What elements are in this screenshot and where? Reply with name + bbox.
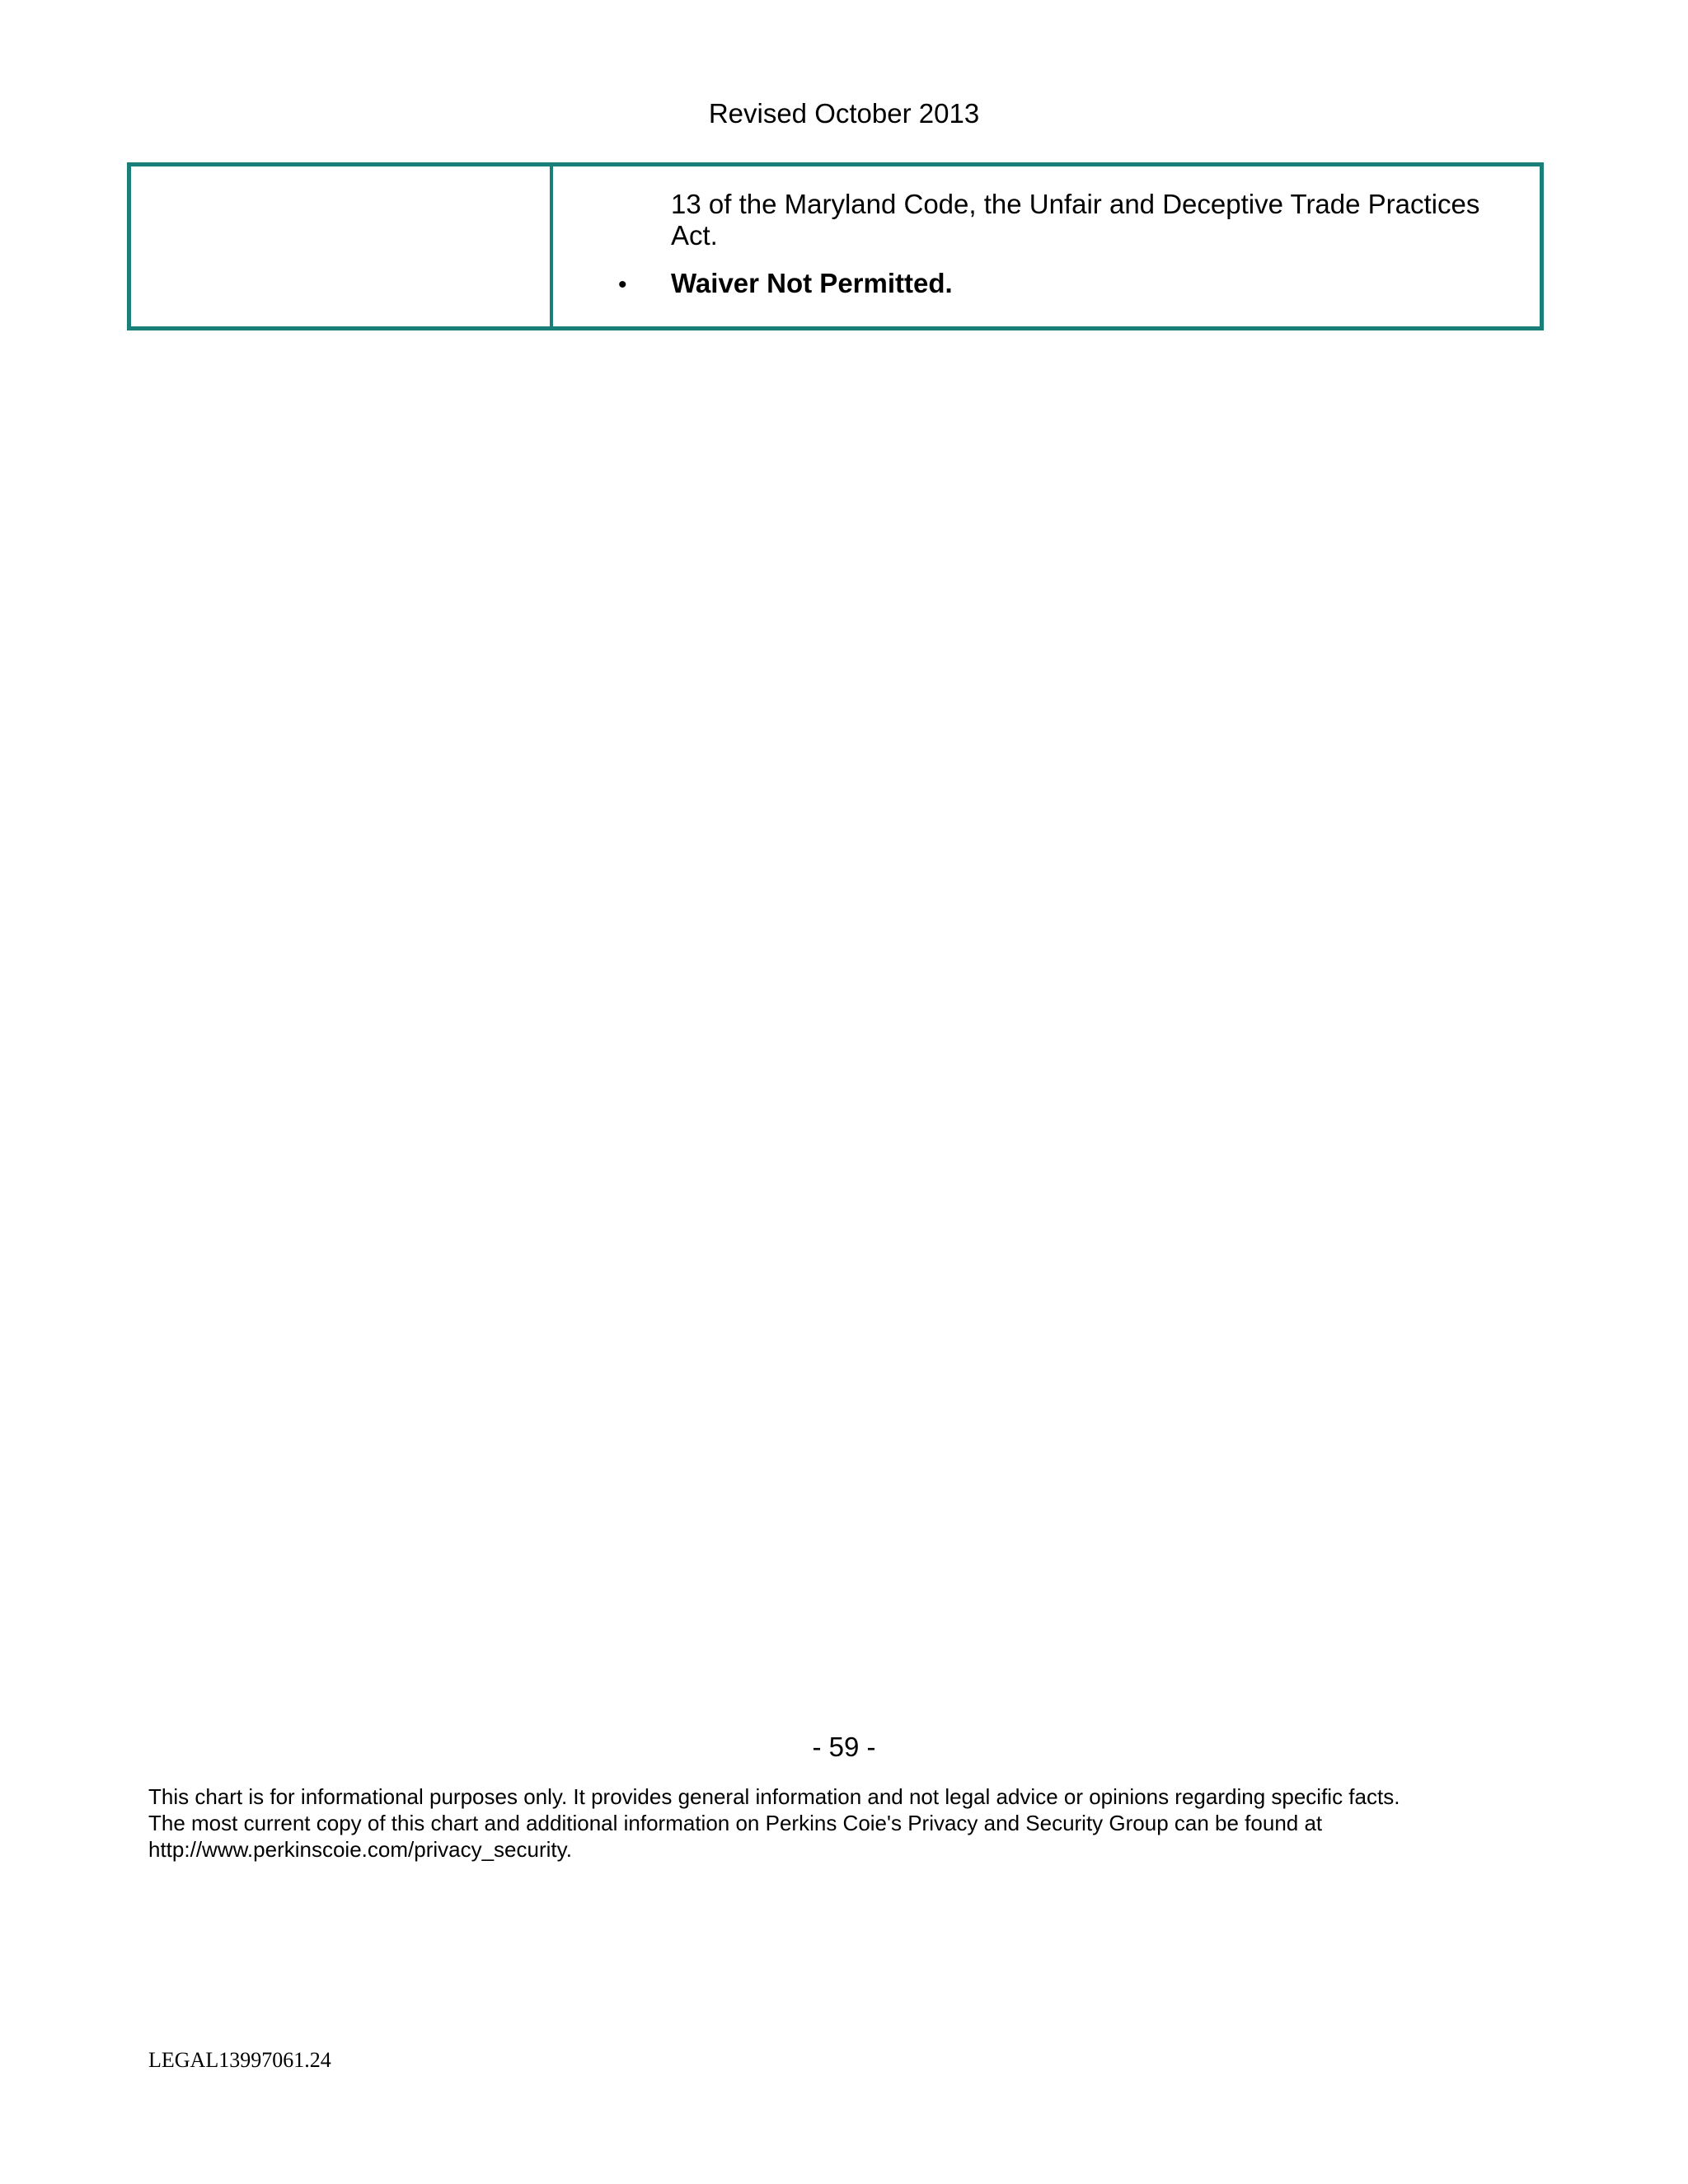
list-item: [618, 268, 953, 301]
bullet-item-text: Waiver Not Permitted.: [671, 268, 953, 298]
disclaimer-link[interactable]: http://www.perkinscoie.com/privacy_security.: [148, 1837, 572, 1862]
bullet-icon: •: [618, 271, 627, 298]
document-id: LEGAL13997061.24: [148, 2048, 331, 2072]
table-right-cell: [553, 166, 1540, 326]
content-table: [127, 162, 1544, 330]
disclaimer-line: The most current copy of this chart and additional information on Perkins Coie's Privacy and Security Group can be found at: [148, 1811, 1323, 1835]
disclaimer: [148, 1783, 1566, 1863]
table-left-cell: [131, 166, 553, 326]
revision-date: Revised October 2013: [708, 98, 980, 129]
continued-text: 13 of the Maryland Code, the Unfair and Deceptive Trade Practices Act.: [671, 189, 1480, 251]
disclaimer-line: This chart is for informational purposes only. It provides general information and not legal advice or opinions regarding specific facts.: [148, 1784, 1400, 1809]
page-number: - 59 -: [812, 1732, 876, 1762]
